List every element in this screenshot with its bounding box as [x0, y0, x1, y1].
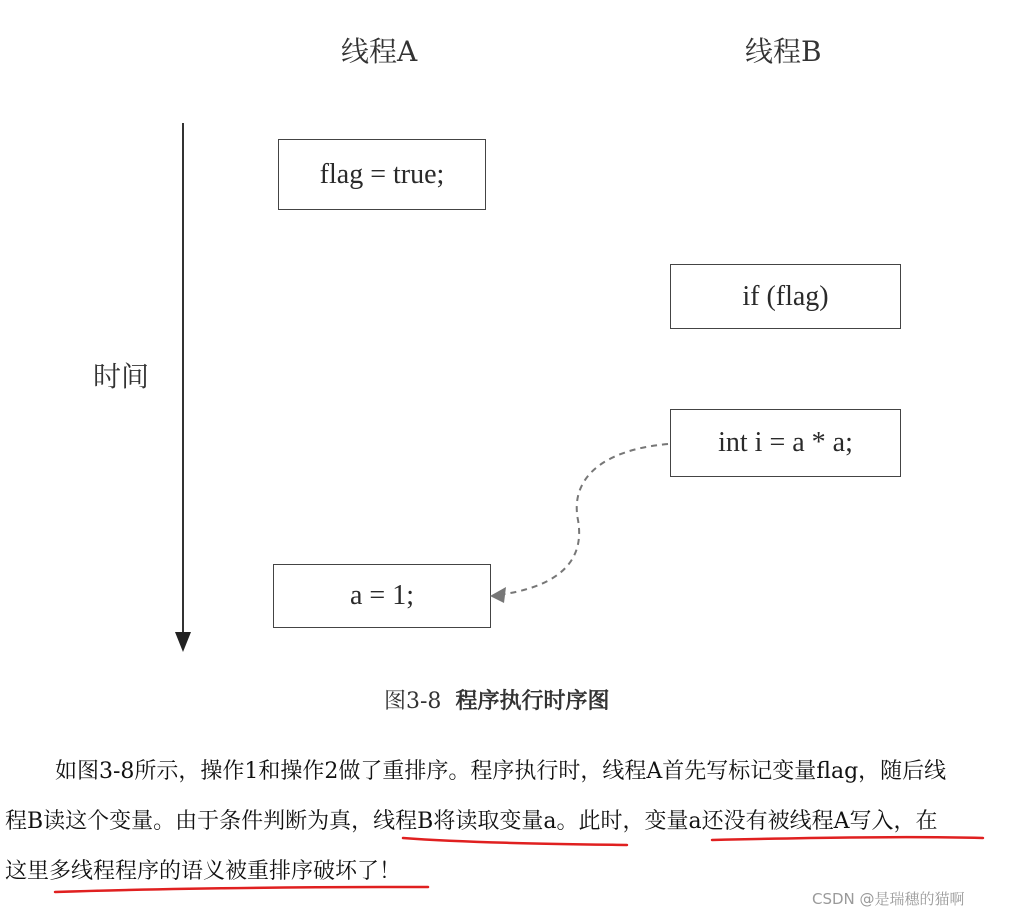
paragraph-line-1: 如图3-8所示，操作1和操作2做了重排序。程序执行时，线程A首先写标记变量flag，随后线	[55, 759, 947, 784]
dashed-dependency-arrow	[490, 444, 668, 603]
box-int-i: int i = a * a;	[670, 409, 901, 477]
paragraph-line-3: 这里多线程程序的语义被重排序破坏了！	[5, 859, 402, 884]
csdn-watermark: CSDN @是瑞穗的猫啊	[812, 890, 965, 908]
time-axis-label: 时间	[93, 360, 150, 393]
box-if-flag: if (flag)	[670, 264, 901, 329]
box-flag-true: flag = true;	[278, 139, 486, 210]
time-axis-arrow	[175, 123, 191, 652]
box-a-eq-1: a = 1;	[273, 564, 491, 628]
thread-a-title: 线程A	[341, 35, 418, 68]
thread-b-title: 线程B	[745, 35, 822, 68]
figure-caption	[384, 684, 609, 715]
caption-title: 程序执行时序图	[455, 688, 610, 714]
paragraph-line-2: 程B读这个变量。由于条件判断为真，线程B将读取变量a。此时，变量a还没有被线程A写入，在	[5, 809, 938, 834]
caption-number: 图3-8	[384, 689, 442, 714]
